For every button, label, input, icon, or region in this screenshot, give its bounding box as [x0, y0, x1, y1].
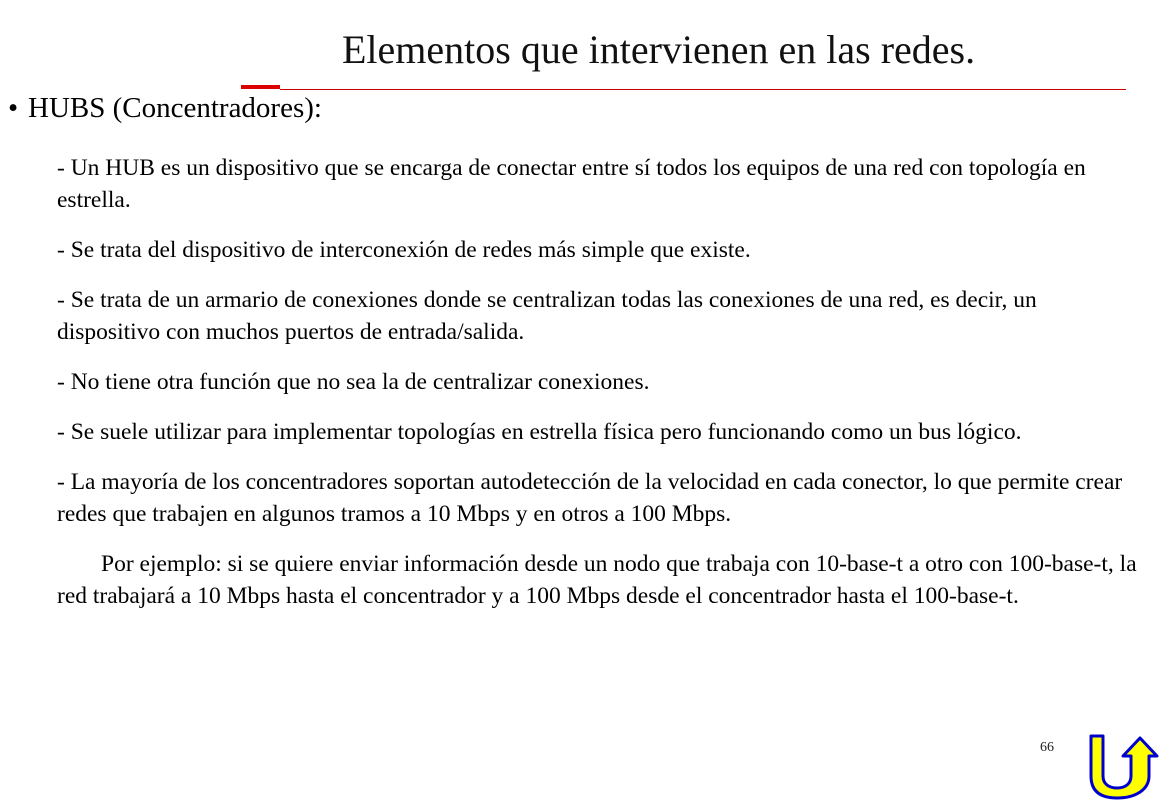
body-paragraph: - La mayoría de los concentradores soportan autodetección de la velocidad en cada conector, lo que permite crear redes que trabajen en algunos tramos a 10 Mbps y en otros a 100 Mbps.	[57, 469, 1123, 527]
return-arrow-icon-graphic	[1085, 732, 1160, 800]
body-paragraph: - Se suele utilizar para implementar topologías en estrella física pero funcionando como un bus lógico.	[57, 419, 1022, 445]
title-underline	[280, 89, 1126, 90]
body-paragraph: - Se trata de un armario de conexiones donde se centralizan todas las conexiones de una red, es decir, un dispositivo con muchos puertos de entrada/salida.	[57, 287, 1037, 345]
section-heading-label: HUBS (Concentradores):	[28, 92, 322, 124]
slide-title: Elementos que intervienen en las redes.	[342, 27, 976, 72]
title-accent-bar	[241, 85, 280, 89]
bullet-marker: •	[8, 92, 19, 124]
return-arrow-icon[interactable]	[1085, 732, 1160, 800]
body-paragraph: - No tiene otra función que no sea la de centralizar conexiones.	[57, 369, 650, 395]
body-paragraph: - Un HUB es un dispositivo que se encarga de conectar entre sí todos los equipos de una red con topología en estrella.	[57, 155, 1086, 213]
section-heading	[8, 90, 322, 126]
page-number: 66	[1040, 740, 1054, 755]
body-paragraph: - Se trata del dispositivo de interconexión de redes más simple que existe.	[57, 237, 751, 263]
slide-body	[57, 152, 1137, 630]
example-paragraph: Por ejemplo: si se quiere enviar información desde un nodo que trabaja con 10-base-t a otro con 100-base-t, la red trabajará a 10 Mbps hasta el concentrador y a 100 Mbps desde el concentrador hasta el 100-base-t.	[57, 551, 1137, 609]
